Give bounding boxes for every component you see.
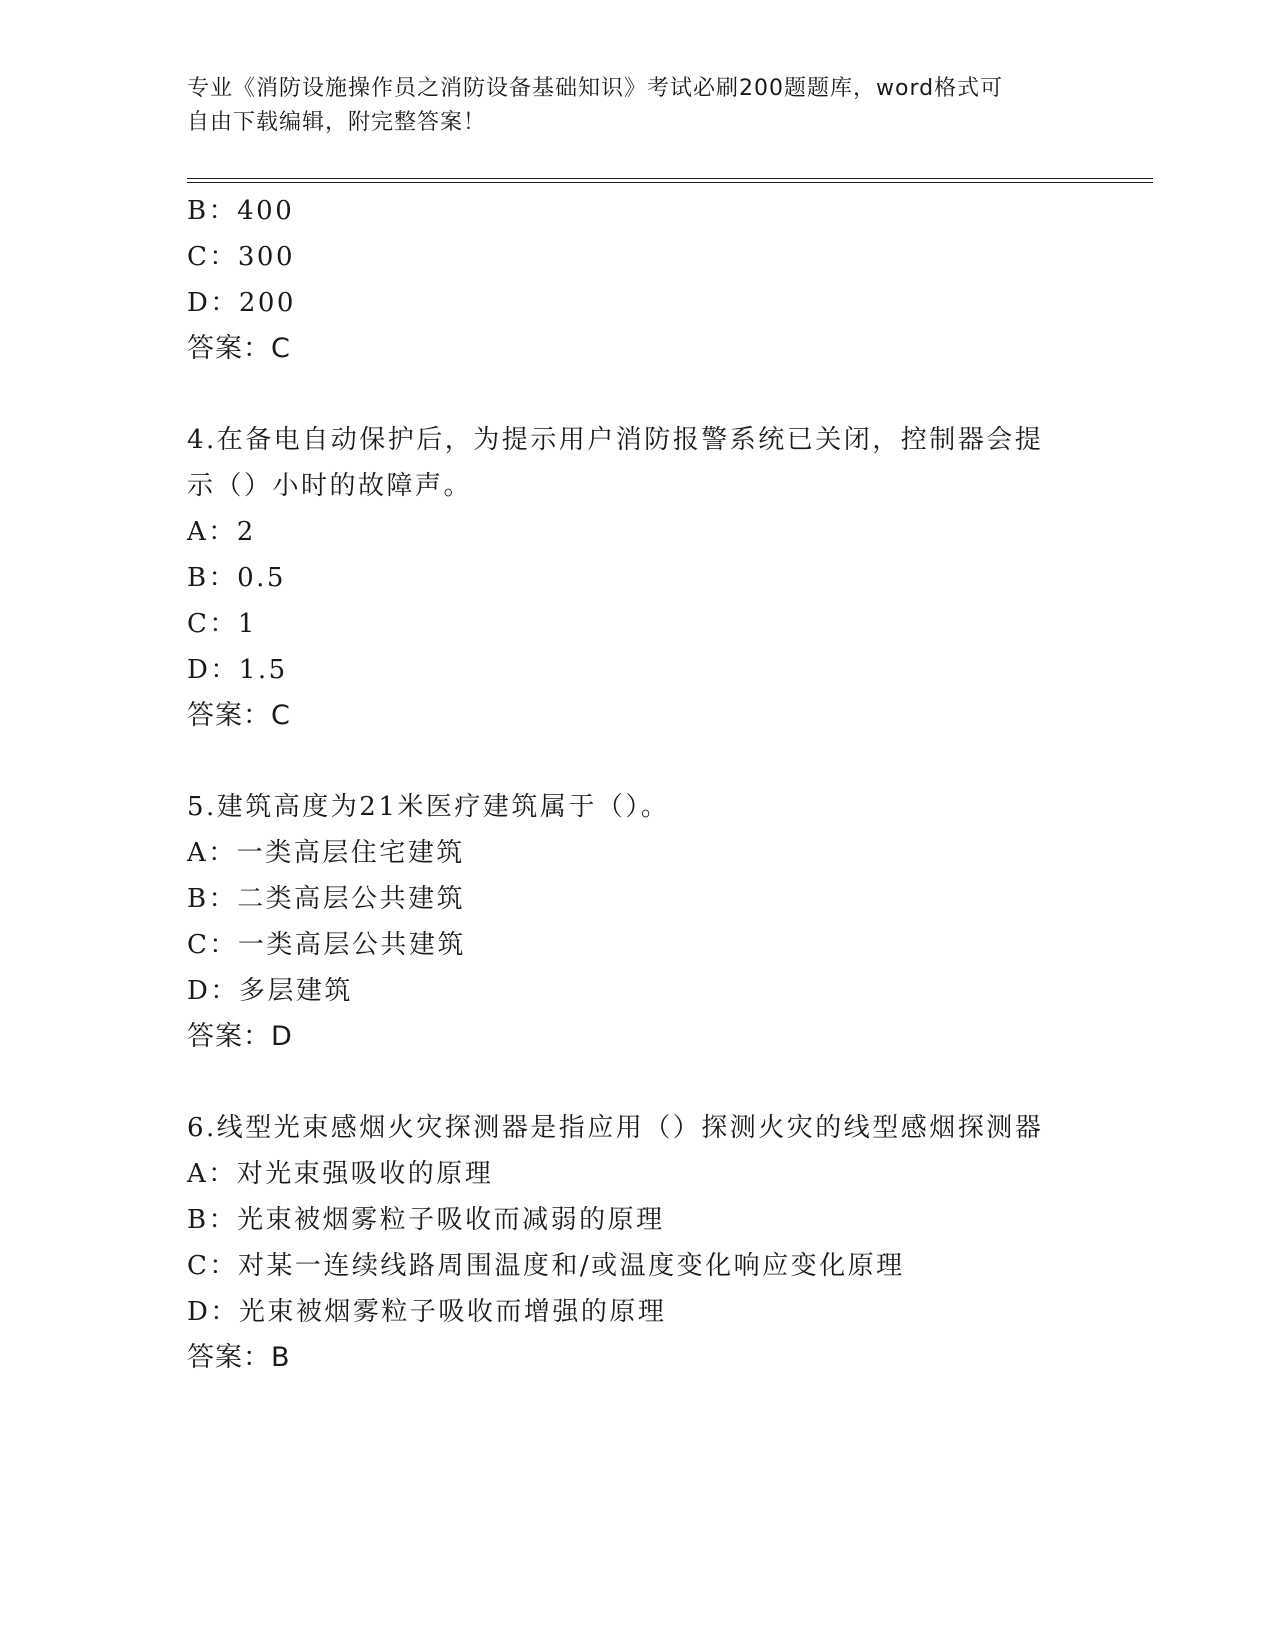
option-d: D：光束被烟雾粒子吸收而增强的原理 xyxy=(187,1297,667,1327)
question-stem xyxy=(187,417,1067,509)
header-line-2: 自由下载编辑，附完整答案！ xyxy=(187,110,487,135)
answer: 答案：D xyxy=(187,1021,293,1052)
option-c: C：300 xyxy=(187,242,296,272)
header-divider-bottom xyxy=(187,182,1153,183)
option-b: B：400 xyxy=(187,196,295,226)
question-list xyxy=(187,188,1147,1381)
answer: 答案：C xyxy=(187,700,291,731)
option-c: C：一类高层公共建筑 xyxy=(187,930,466,960)
option-b: B：0.5 xyxy=(187,563,286,593)
question-stem-line-1: 4.在备电自动保护后，为提示用户消防报警系统已关闭，控制器会提 xyxy=(187,425,1044,455)
question-3-tail xyxy=(187,188,1147,372)
question-5 xyxy=(187,784,1147,1060)
document-header xyxy=(187,72,1087,140)
question-stem: 6.线型光束感烟火灾探测器是指应用（）探测火灾的线型感烟探测器 xyxy=(187,1113,1044,1143)
option-d: D：1.5 xyxy=(187,655,288,685)
answer: 答案：B xyxy=(187,1342,291,1373)
option-d: D：多层建筑 xyxy=(187,976,353,1006)
question-stem: 5.建筑高度为21米医疗建筑属于（）。 xyxy=(187,792,670,822)
question-stem-line-2: 示（）小时的故障声。 xyxy=(187,471,473,501)
header-line-1: 专业《消防设施操作员之消防设备基础知识》考试必刷200题题库，word格式可 xyxy=(187,76,1004,101)
option-a: A：一类高层住宅建筑 xyxy=(187,838,465,868)
option-b: B：二类高层公共建筑 xyxy=(187,884,466,914)
option-d: D：200 xyxy=(187,288,296,318)
option-c: C：对某一连续线路周围温度和/或温度变化响应变化原理 xyxy=(187,1251,905,1281)
option-a: A：2 xyxy=(187,517,256,547)
question-4 xyxy=(187,417,1147,739)
option-b: B：光束被烟雾粒子吸收而减弱的原理 xyxy=(187,1205,665,1235)
header-divider-top xyxy=(187,178,1153,179)
option-c: C：1 xyxy=(187,609,257,639)
question-6 xyxy=(187,1105,1147,1381)
answer: 答案：C xyxy=(187,333,291,364)
option-a: A：对光束强吸收的原理 xyxy=(187,1159,494,1189)
